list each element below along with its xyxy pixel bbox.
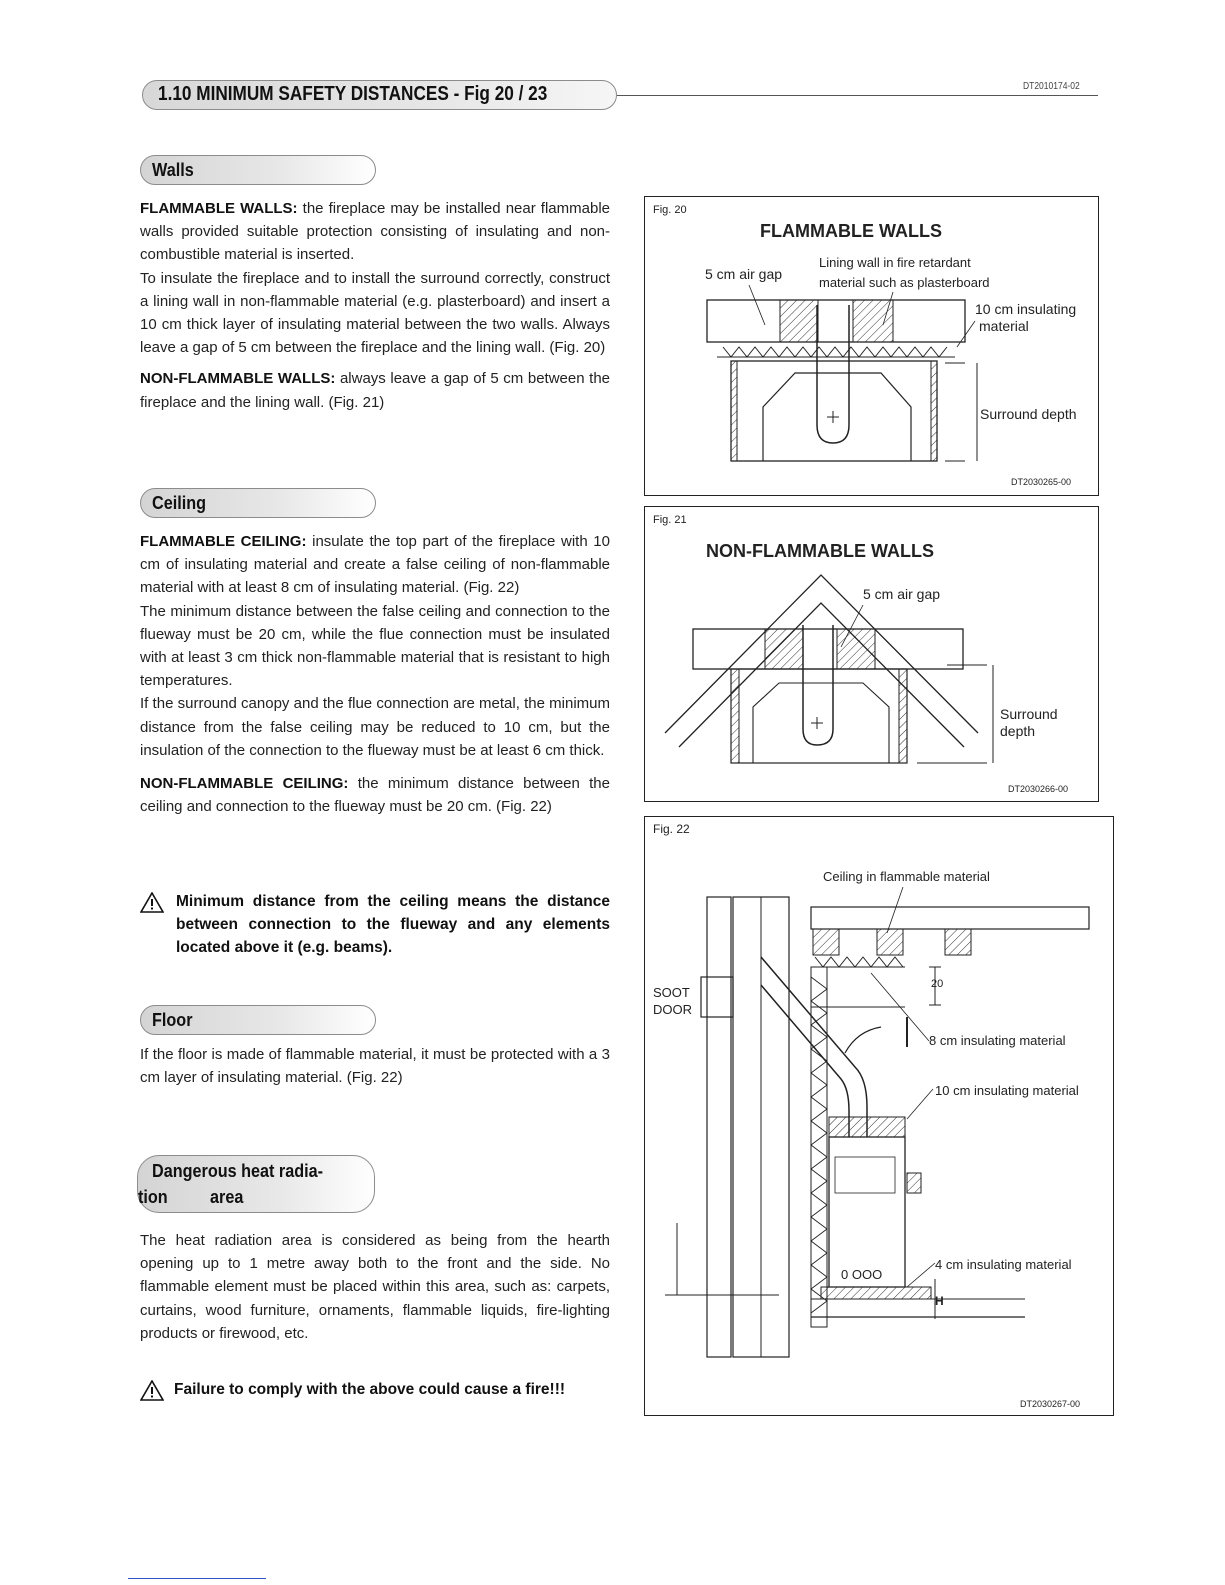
document-code: DT2010174-02	[1023, 81, 1080, 92]
fig22-insul-10: 10 cm insulating material	[935, 1083, 1079, 1098]
fig20-insul-1: 10 cm insulating	[975, 301, 1077, 317]
fig21-air-gap: 5 cm air gap	[863, 586, 941, 602]
fig20-code: DT2030265-00	[1011, 477, 1072, 487]
fig20-depth: Surround depth	[980, 406, 1077, 422]
fig22-insul-4: 4 cm insulating material	[935, 1257, 1072, 1272]
nonflammable-ceiling-label: NON-FLAMMABLE CEILING:	[140, 775, 349, 793]
fig20-insul-2: material	[979, 318, 1029, 334]
ceiling-distance-text: The minimum distance between the false ceiling and connection to the flueway must be 20 cm, while the flue connection must be insulated with at least 3 cm thick non-flammable material that is resistant to high temperatures.	[140, 602, 610, 690]
warning-icon	[140, 892, 164, 913]
floor-text: If the floor is made of flammable material, it must be protected with a 3 cm layer of insulating material. (Fig. 22)	[140, 1046, 610, 1087]
ceiling-metal-text: If the surround canopy and the flue connection are metal, the minimum distance from the false ceiling may be reduced to 10 cm, but the insulation of the connection to the flueway must be at least 6 cm thick.	[140, 695, 610, 759]
fig21-depth-2: depth	[1000, 723, 1036, 739]
flammable-ceiling-label: FLAMMABLE CEILING:	[140, 533, 307, 550]
fig20-lining-2: material such as plasterboard	[819, 275, 990, 290]
fig22-grate-marks: 0 OOO	[841, 1267, 883, 1282]
heat-heading-line2b: area	[210, 1187, 244, 1207]
fig20-lining-1: Lining wall in fire retardant	[819, 255, 971, 270]
fig21-label: Fig. 21	[653, 514, 687, 526]
footer-link-rule	[128, 1578, 266, 1579]
nonflammable-walls-label: NON-FLAMMABLE WALLS:	[140, 370, 336, 388]
fig20-drawing	[645, 197, 1100, 497]
walls-text	[140, 197, 610, 414]
heat-heading-line2a: tion	[138, 1187, 168, 1207]
fig22-label: Fig. 22	[653, 822, 690, 836]
section-title: 1.10 MINIMUM SAFETY DISTANCES - Fig 20 / 23	[158, 83, 548, 105]
fig22-soot-1: SOOT	[653, 985, 690, 1000]
nonflammable-walls-text: always leave a gap of 5 cm between the fireplace and the lining wall. (Fig. 21)	[140, 370, 610, 411]
fig22-h: H	[935, 1294, 944, 1308]
flammable-walls-text: the fireplace may be installed near flammable walls provided suitable protection consisting of insulating and non-combustible material is inserted.	[140, 200, 610, 264]
fire-warning	[140, 1378, 610, 1404]
fig22-dim-20: 20	[931, 978, 944, 990]
warning-icon	[140, 1380, 164, 1401]
ceiling-warning-text: Minimum distance from the ceiling means the distance between connection to the flueway and any elements located above it (e.g. beams).	[176, 893, 610, 956]
header-rule	[617, 95, 1098, 96]
heat-text: The heat radiation area is considered as being from the hearth opening up to 1 metre away both to the front and the side. No flammable element must be placed within this area, such as: carpets, curtains, wood furniture, ornaments, flammable liquids, fire-lighting products or firewood, etc.	[140, 1232, 610, 1342]
fig22-soot-2: DOOR	[653, 1002, 692, 1017]
walls-insulate-text: To insulate the fireplace and to install the surround correctly, construct a lining wall in non-flammable material (e.g. plasterboard) and insert a 10 cm thick layer of insulating material between the two walls. Always leave a gap of 5 cm between the fireplace and the lining wall. (Fig. 20)	[140, 269, 610, 357]
fig22-insul-8: 8 cm insulating material	[929, 1033, 1066, 1048]
fig22-drawing	[645, 817, 1115, 1417]
floor-heading: Floor	[152, 1010, 193, 1030]
fig20-title: FLAMMABLE WALLS	[760, 221, 942, 241]
figure-21	[644, 506, 1099, 802]
ceiling-text	[140, 530, 610, 818]
walls-heading: Walls	[152, 160, 194, 180]
fig21-drawing	[645, 507, 1100, 803]
fig22-ceiling-label: Ceiling in flammable material	[823, 869, 990, 884]
figure-22	[644, 816, 1114, 1416]
ceiling-warning	[140, 890, 610, 965]
flammable-ceiling-text: insulate the top part of the fireplace with 10 cm of insulating material and create a false ceiling of non-flammable material with at least 8 cm of insulating material. (Fig. 22)	[140, 533, 610, 597]
fig20-air-gap: 5 cm air gap	[705, 266, 783, 282]
fire-warning-text: Failure to comply with the above could cause a fire!!!	[174, 1381, 566, 1398]
fig21-title: NON-FLAMMABLE WALLS	[706, 541, 934, 561]
heat-heading-line1: Dangerous heat radia-	[152, 1161, 324, 1181]
flammable-walls-label: FLAMMABLE WALLS:	[140, 200, 298, 217]
fig22-code: DT2030267-00	[1020, 1399, 1081, 1409]
fig20-label: Fig. 20	[653, 204, 687, 216]
nonflammable-ceiling-text: the minimum distance between the ceiling and connection to the flueway must be 20 cm. (Fig. 22)	[140, 775, 610, 816]
ceiling-heading: Ceiling	[152, 493, 207, 513]
fig21-depth-1: Surround	[1000, 706, 1058, 722]
fig21-code: DT2030266-00	[1008, 784, 1069, 794]
figure-20	[644, 196, 1099, 496]
